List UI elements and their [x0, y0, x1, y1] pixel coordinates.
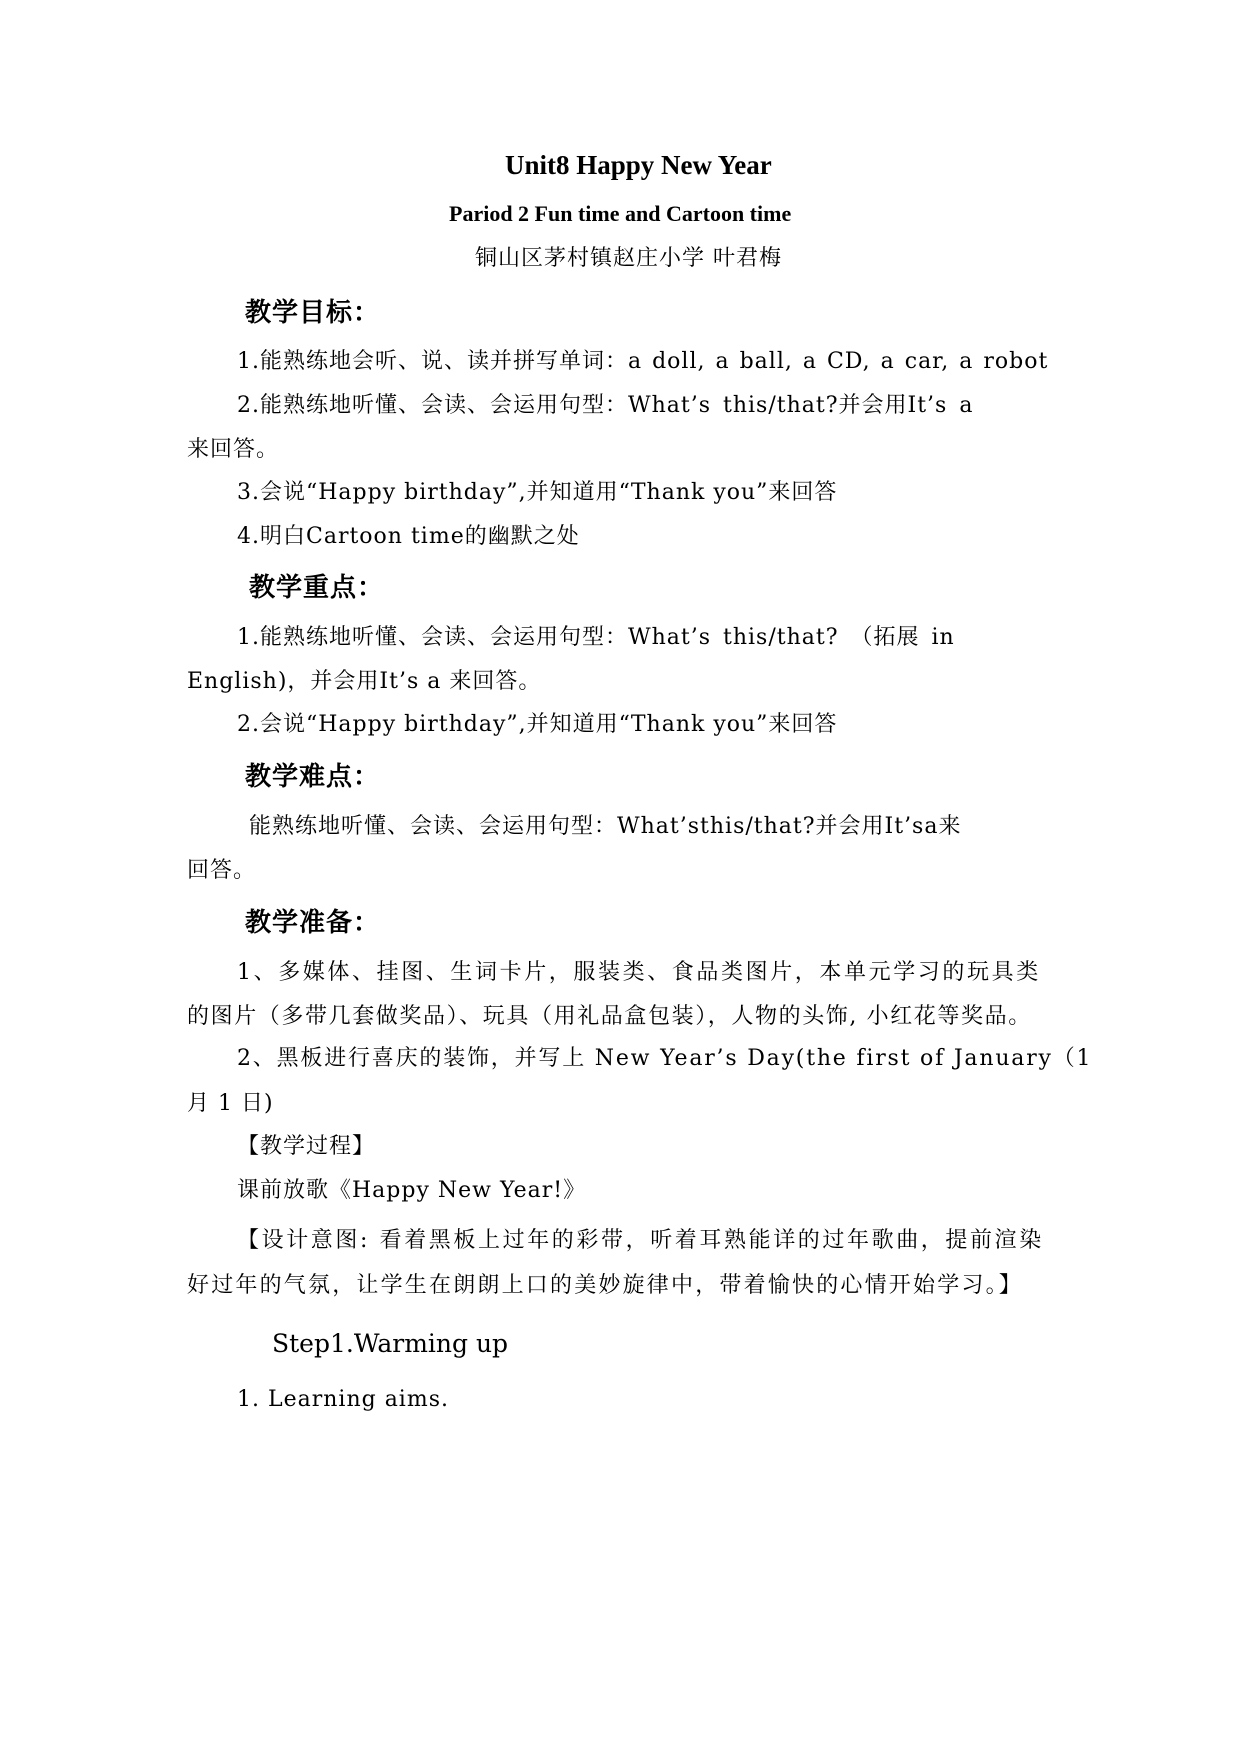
- difficulties-heading: 教学难点：: [245, 762, 381, 792]
- preparation-item: 2、黑板进行喜庆的装饰，并写上 New Year’s Day(the first of January（1: [237, 1046, 1093, 1071]
- goals-item: 4.明白Cartoon time的幽默之处: [237, 524, 580, 549]
- key-points-heading: 教学重点：: [249, 573, 385, 603]
- key-points-item: English)，并会用It’s a 来回答。: [187, 669, 542, 694]
- key-points-item: 2.会说“Happy birthday”,并知道用“Thank you”来回答: [237, 712, 838, 737]
- process-heading: 【教学过程】: [237, 1134, 376, 1159]
- doc-subtitle: Pariod 2 Fun time and Cartoon time: [449, 201, 792, 226]
- difficulties-item: 能熟练地听懂、会读、会运用句型：What’sthis/that?并会用It’sa来: [249, 814, 962, 839]
- key-points-item: 1.能熟练地听懂、会读、会运用句型：What’s this/that? （拓展 in: [237, 625, 955, 650]
- goals-item: 1.能熟练地会听、说、读并拼写单词：a doll, a ball, a CD, a car, a robot: [237, 349, 1049, 374]
- author-line: 铜山区茅村镇赵庄小学 叶君梅: [475, 246, 782, 271]
- goals-item: 3.会说“Happy birthday”,并知道用“Thank you”来回答: [237, 480, 838, 505]
- doc-title: Unit8 Happy New Year: [505, 150, 772, 180]
- design-intent-line: 【设计意图: 看着黑板上过年的彩带，听着耳熟能详的过年歌曲，提前渲染: [237, 1228, 1044, 1253]
- preparation-item: 1、多媒体、挂图、生词卡片，服装类、食品类图片，本单元学习的玩具类: [237, 960, 1041, 985]
- preparation-heading: 教学准备：: [245, 908, 381, 938]
- step1-item: 1. Learning aims.: [237, 1387, 449, 1412]
- goals-item: 来回答。: [187, 437, 280, 462]
- goals-item: 2.能熟练地听懂、会读、会运用句型：What’s this/that?并会用It’s a: [237, 393, 974, 418]
- step1-title: Step1.Warming up: [272, 1329, 509, 1358]
- goals-heading: 教学目标：: [245, 298, 381, 328]
- process-song: 课前放歌《Happy New Year!》: [237, 1178, 587, 1203]
- preparation-item: 月 1 日): [187, 1091, 274, 1116]
- difficulties-item: 回答。: [187, 858, 257, 883]
- preparation-item: 的图片（多带几套做奖品）、玩具（用礼品盒包装），人物的头饰, 小红花等奖品。: [187, 1004, 1032, 1029]
- design-intent-line: 好过年的气氛，让学生在朗朗上口的美妙旋律中，带着愉快的心情开始学习。】: [187, 1273, 1024, 1298]
